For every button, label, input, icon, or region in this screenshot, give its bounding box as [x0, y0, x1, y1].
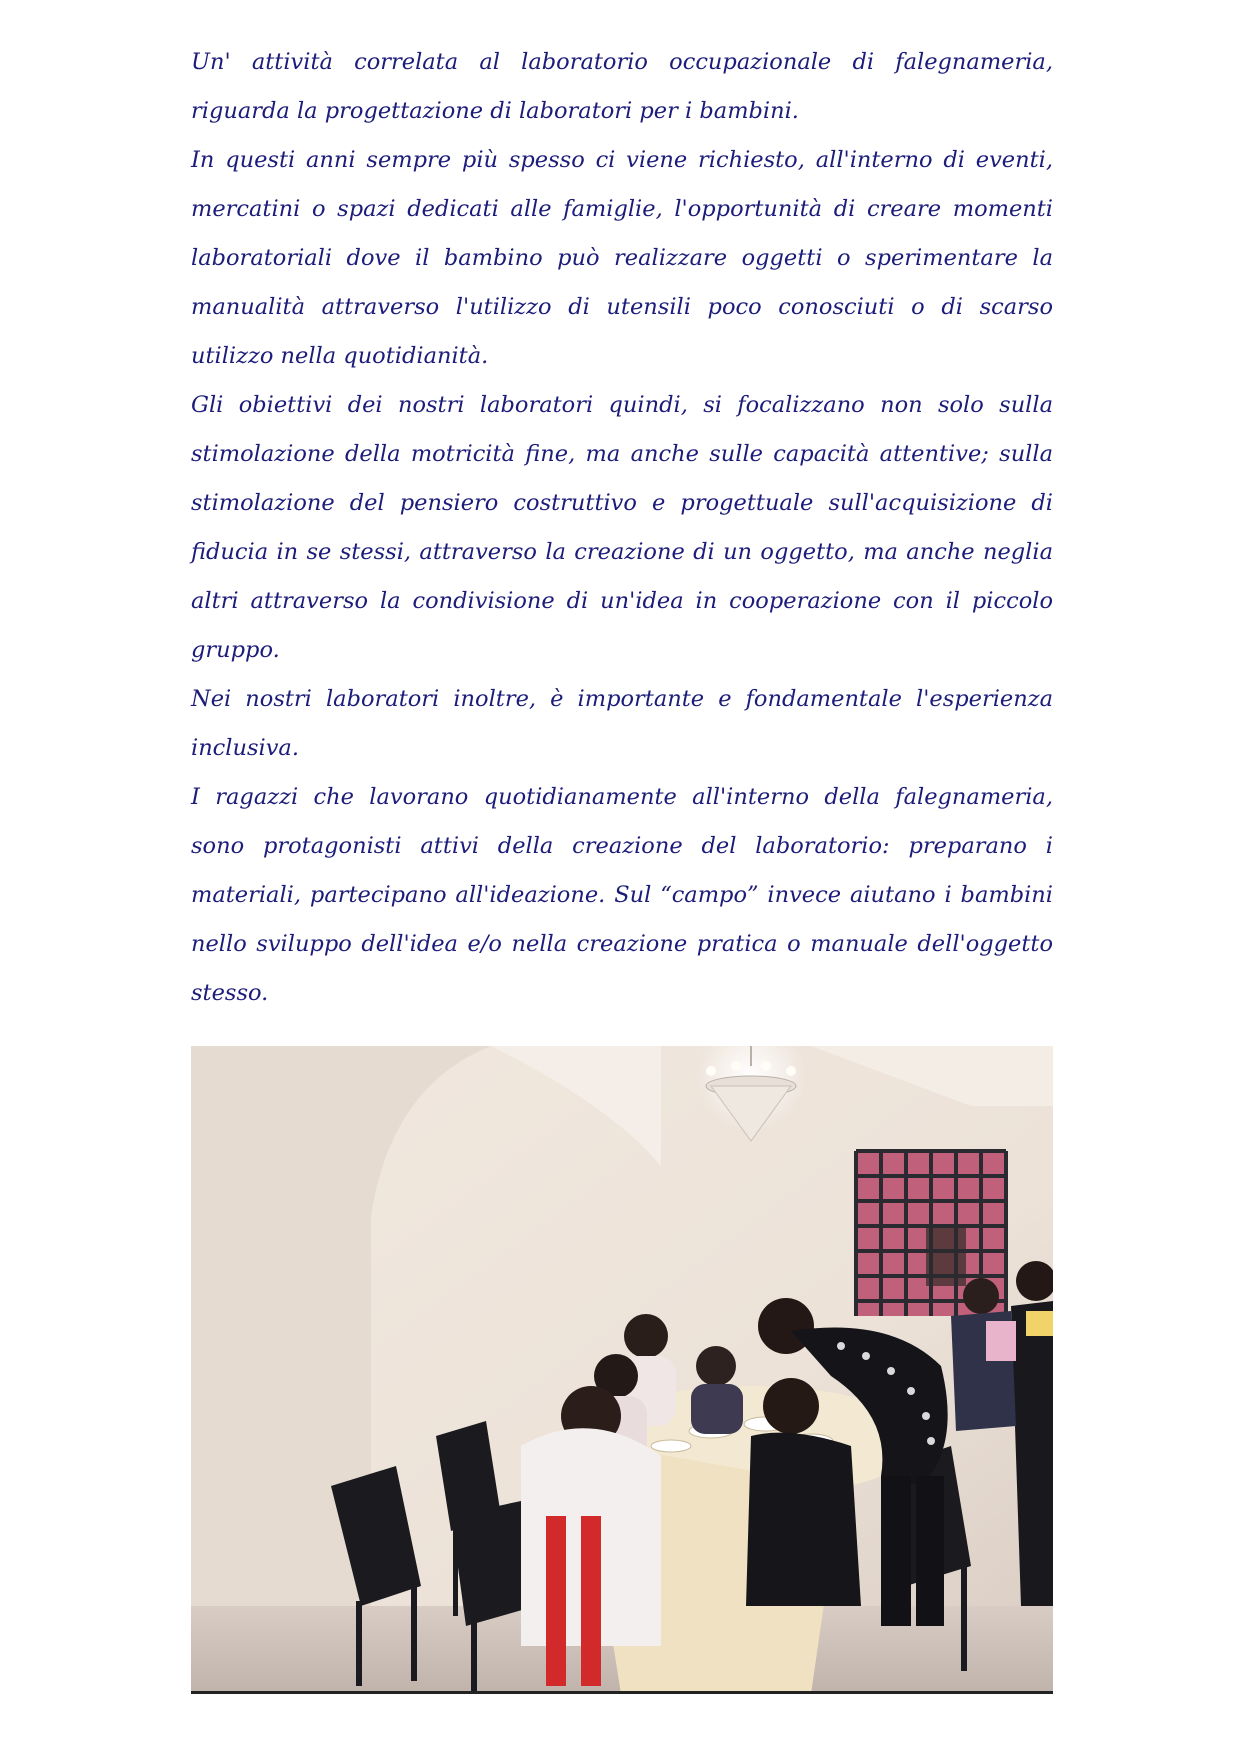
paragraph-objectives: Gli obiettivi dei nostri laboratori quindi, si focalizzano non solo sulla stimolazione della motricità fine, ma anche sulle capacità attentive; sulla stimolazione del pensiero costruttivo e progettuale sull'acquisizione di fiducia in se stessi, attraverso la creazione di un oggetto, ma anche neglia altri attraverso la condivisione di un'idea in cooperazione con il piccolo gruppo. [191, 392, 1053, 663]
paragraph-inclusive: Nei nostri laboratori inoltre, è importante e fondamentale l'esperienza inclusiva. [191, 686, 1053, 761]
workshop-photo-illustration [191, 1046, 1053, 1694]
workshop-photo [191, 1046, 1053, 1694]
paragraph-intro: Un' attività correlata al laboratorio occupazionale di falegnameria, riguarda la progettazione di laboratori per i bambini. [191, 49, 1053, 124]
paragraph-requests: In questi anni sempre più spesso ci viene richiesto, all'interno di eventi, mercatini o spazi dedicati alle famiglie, l'opportunità di creare momenti laboratoriali dove il bambino può realizzare oggetti o sperimentare la manualità attraverso l'utilizzo di utensili poco conosciuti o di scarso utilizzo nella quotidianità. [191, 147, 1053, 369]
body-text [191, 38, 1053, 1018]
paragraph-participants: I ragazzi che lavorano quotidianamente all'interno della falegnameria, sono protagonisti attivi della creazione del laboratorio: preparano i materiali, partecipano all'ideazione. Sul “campo” invece aiutano i bambini nello sviluppo dell'idea e/o nella creazione pratica o manuale dell'oggetto stesso. [191, 784, 1053, 1006]
